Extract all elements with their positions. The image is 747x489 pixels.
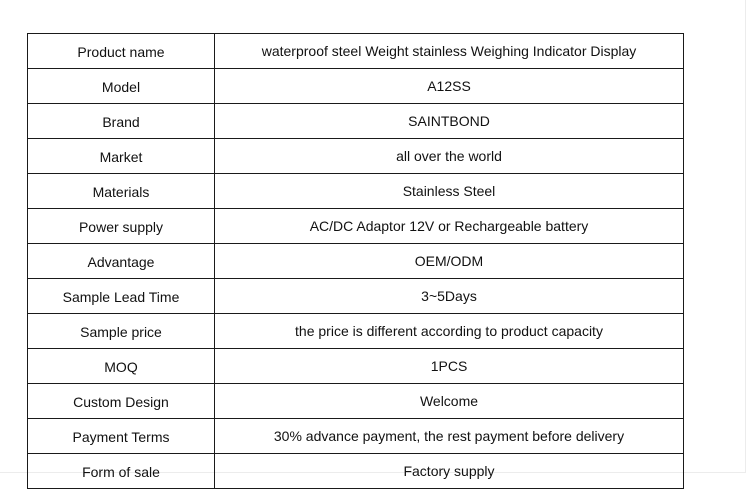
table-row: [28, 174, 684, 209]
row-value-market: all over the world: [215, 139, 684, 174]
table-row: [28, 139, 684, 174]
table-row: [28, 419, 684, 454]
table-row: [28, 279, 684, 314]
table-row: [28, 384, 684, 419]
row-label-sample-price: Sample price: [28, 314, 215, 349]
table-row: [28, 244, 684, 279]
row-label-model: Model: [28, 69, 215, 104]
row-value-moq: 1PCS: [215, 349, 684, 384]
table-row: [28, 314, 684, 349]
table-row: [28, 454, 684, 489]
row-value-advantage: OEM/ODM: [215, 244, 684, 279]
table-row: [28, 209, 684, 244]
row-value-brand: SAINTBOND: [215, 104, 684, 139]
row-value-model: A12SS: [215, 69, 684, 104]
table-row: [28, 69, 684, 104]
row-label-custom-design: Custom Design: [28, 384, 215, 419]
row-value-materials: Stainless Steel: [215, 174, 684, 209]
table-row: [28, 349, 684, 384]
row-label-sample-lead-time: Sample Lead Time: [28, 279, 215, 314]
row-label-power-supply: Power supply: [28, 209, 215, 244]
table-row: [28, 104, 684, 139]
row-label-market: Market: [28, 139, 215, 174]
row-value-sample-lead-time: 3~5Days: [215, 279, 684, 314]
row-label-payment-terms: Payment Terms: [28, 419, 215, 454]
row-value-sample-price: the price is different according to product capacity: [215, 314, 684, 349]
table-row: [28, 34, 684, 69]
row-label-advantage: Advantage: [28, 244, 215, 279]
row-value-power-supply: AC/DC Adaptor 12V or Rechargeable battery: [215, 209, 684, 244]
row-value-payment-terms: 30% advance payment, the rest payment before delivery: [215, 419, 684, 454]
row-label-brand: Brand: [28, 104, 215, 139]
row-label-product-name: Product name: [28, 34, 215, 69]
row-value-product-name: waterproof steel Weight stainless Weighing Indicator Display: [215, 34, 684, 69]
row-label-moq: MOQ: [28, 349, 215, 384]
row-value-form-of-sale: Factory supply: [215, 454, 684, 489]
spec-table-body: [28, 34, 684, 489]
product-spec-table: [27, 33, 684, 489]
row-value-custom-design: Welcome: [215, 384, 684, 419]
row-label-materials: Materials: [28, 174, 215, 209]
row-label-form-of-sale: Form of sale: [28, 454, 215, 489]
